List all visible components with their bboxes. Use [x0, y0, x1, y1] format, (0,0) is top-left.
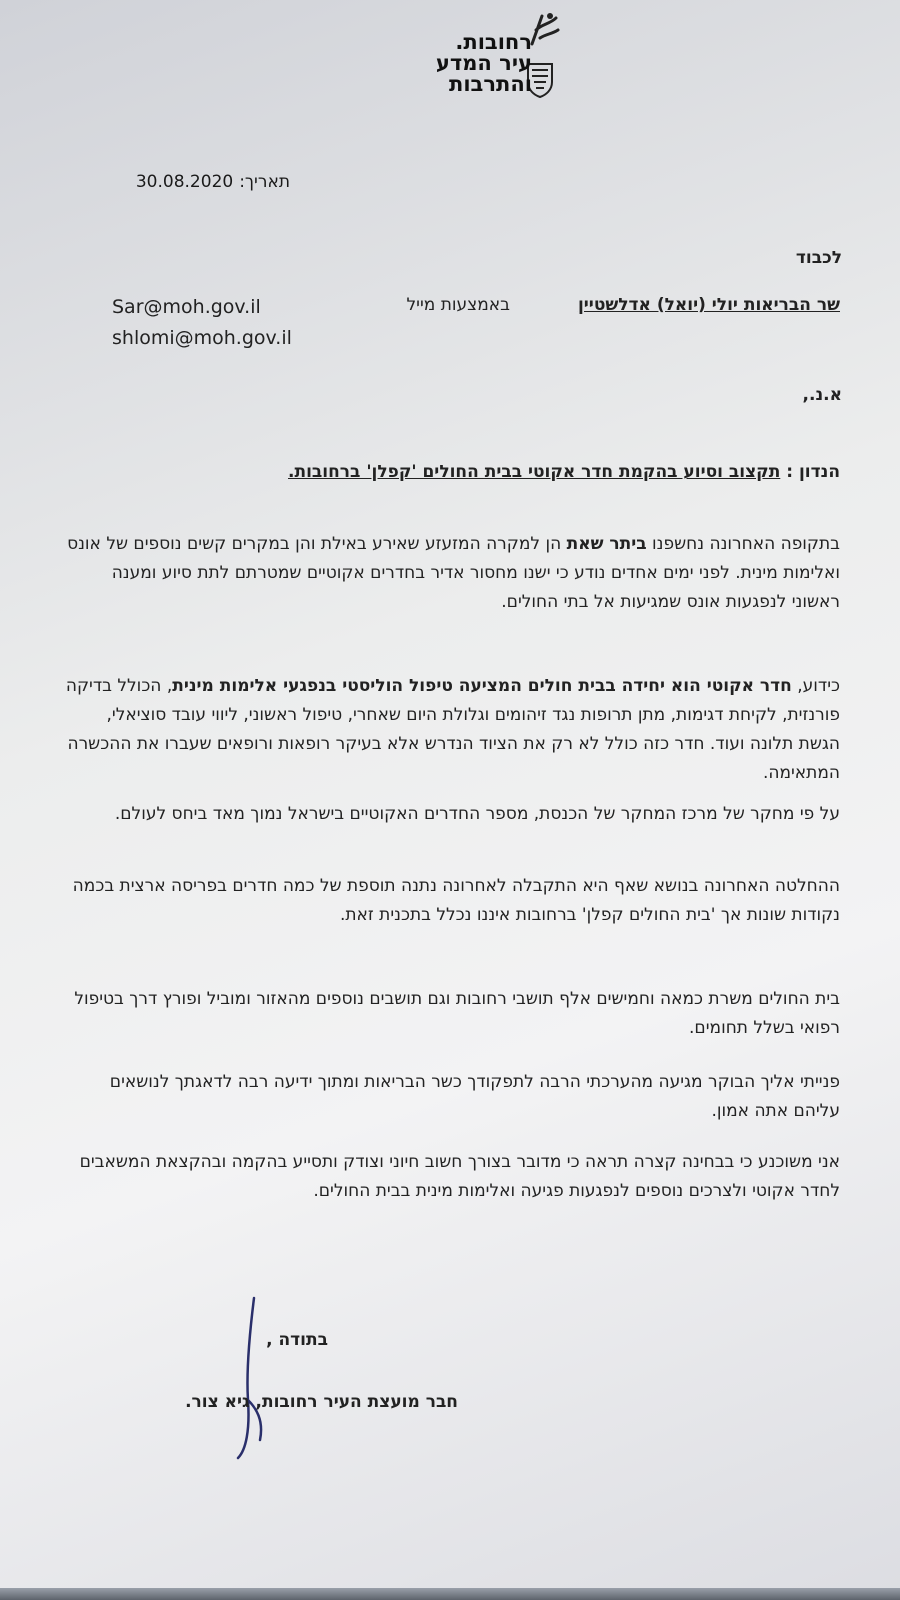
paragraph-1-text-b: הן למקרה המזעזע שאירע באילת והן במקרים קשים נוספים של אונס ואלימות מינית. לפני ימים אחדים נודע כי ישנו מחסור אדיר בחדרים אקוטיים שמטרתם לתת סיוע ומענה ראשוני לנפגעות אונס שמגיעות אל בתי החולים. [67, 534, 840, 612]
subject-text: תקצוב וסיוע בהקמת חדר אקוטי בבית החולים 'קפלן' ברחובות. [288, 462, 781, 482]
paragraph-3-text: על פי מחקר של מרכז המחקר של הכנסת, מספר החדרים האקוטיים בישראל נמוך מאד ביחס לעולם. [114, 804, 840, 824]
recipient-name: שר הבריאות יולי (יואל) אדלשטיין [577, 295, 840, 315]
page-bottom-edge [0, 1588, 900, 1600]
date-value: 30.08.2020 [135, 172, 234, 192]
handwritten-signature [220, 1290, 280, 1460]
paragraph-2-text-a: כידוע, [791, 676, 840, 696]
email-address-1: Sar@moh.gov.il [112, 296, 261, 318]
subject-label: הנדון : [786, 462, 840, 482]
paragraph-7-text: אני משוכנע כי בבחינה קצרה תראה כי מדובר בצורך חשוב חיוני וצודק ותסייע בהקמה ובהקצאת המשאבים לחדר אקוטי ולצרכים נוספים לנפגעות פגיעה ואלימות מינית בבית החולים. [79, 1152, 840, 1201]
signer-title: חבר מועצת העיר רחובות, גיא צור. [185, 1392, 458, 1412]
recipient-emails [112, 292, 292, 354]
paragraph-2 [60, 672, 840, 788]
closing-thanks: בתודה , [266, 1330, 328, 1350]
email-address-2: shlomi@moh.gov.il [112, 327, 292, 349]
to-heading: לכבוד [795, 248, 842, 268]
subject-line [288, 462, 840, 482]
paragraph-1 [60, 530, 840, 617]
paragraph-4 [60, 872, 840, 930]
date-label: תאריך: [239, 172, 290, 192]
paragraph-4-text: ההחלטה האחרונה בנושא שאף היא התקבלה לאחרונה נתנה תוספת של כמה חדרים בפריסה ארצית בכמה נקודות שונות אך 'בית החולים קפלן' ברחובות איננו נכלל בתכנית זאת. [72, 876, 840, 925]
paragraph-1-text-a: בתקופה האחרונה נחשפנו [646, 534, 840, 554]
paragraph-5-text: בית החולים משרת כמאה וחמישים אלף תושבי רחובות וגם תושבים נוספים מהאזור ומוביל ופורץ דרך בטיפול רפואי בשלל תחומים. [74, 989, 840, 1038]
paragraph-3 [60, 800, 840, 829]
logo-line-2: עיר המדע [435, 51, 532, 75]
salutation: א.נ., [802, 385, 842, 405]
rehovot-logo [390, 10, 560, 105]
paragraph-2-text-b: , הכולל בדיקה פורנזית, לקיחת דגימות, מתן תרופות נגד זיהומים וגלולת היום שאחרי, טיפול ראשוני, ליווי עובד סוציאלי, הגשת תלונה ועוד. חדר כזה כולל לא רק את הציוד הנדרש אלא בעיקר רופאות ורופאים שעברו את ההכשרה המתאימה. [65, 676, 840, 783]
paragraph-5 [60, 985, 840, 1043]
paragraph-6 [60, 1068, 840, 1126]
logo-line-3: והתרבות [449, 72, 532, 96]
paragraph-2-emphasis: חדר אקוטי הוא יחידה בבית חולים המציעה טיפול הוליסטי בנפגעי אלימות מינית [172, 676, 792, 696]
date-row [136, 172, 290, 192]
paragraph-6-text: פנייתי אליך הבוקר מגיעה מהערכתי הרבה לתפקודך כשר הבריאות ומתוך ידיעה רבה לדאגתך לנושאים עליהם אתה אמון. [109, 1072, 840, 1121]
paragraph-1-emphasis: ביתר שאת [566, 534, 647, 554]
delivery-method: באמצעות מייל [406, 295, 510, 315]
logo-line-1: רחובות. [455, 30, 532, 54]
paragraph-7 [60, 1148, 840, 1206]
logo-text [436, 32, 532, 95]
